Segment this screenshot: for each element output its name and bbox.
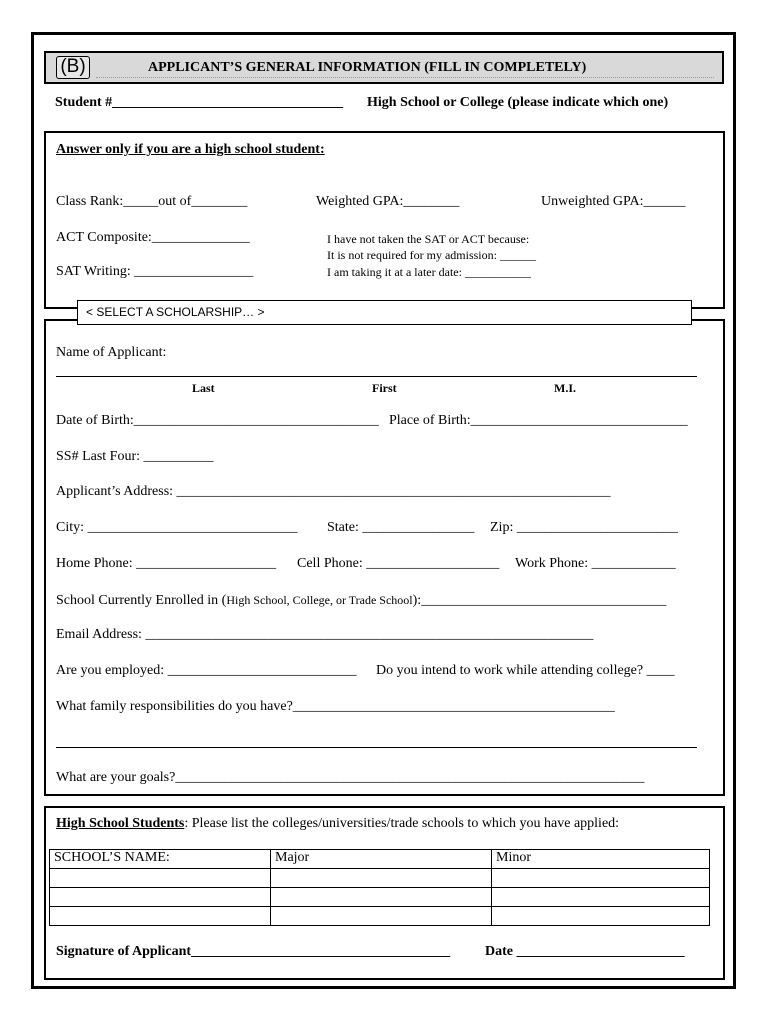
scholarship-select[interactable]: < SELECT A SCHOLARSHIP… > bbox=[77, 300, 692, 325]
school-enrolled-field[interactable]: School Currently Enrolled in (High School, College, or Trade School):___________________________________ bbox=[56, 593, 667, 608]
email-field[interactable]: Email Address: ________________________________________________________________ bbox=[56, 627, 594, 642]
school-name-cell[interactable] bbox=[50, 888, 271, 907]
col-major-header: Major bbox=[271, 850, 492, 869]
section-title: APPLICANT’S GENERAL INFORMATION (FILL IN COMPLETELY) bbox=[148, 60, 587, 75]
hs-heading: Answer only if you are a high school student: bbox=[56, 142, 325, 157]
section-header bbox=[44, 51, 724, 84]
employed-field[interactable]: Are you employed: ___________________________ bbox=[56, 663, 357, 678]
unweighted-gpa-field[interactable]: Unweighted GPA:______ bbox=[541, 194, 686, 209]
table-row bbox=[50, 888, 710, 907]
applicant-name-label: Name of Applicant: bbox=[56, 345, 167, 360]
last-name-label: Last bbox=[192, 381, 215, 395]
not-taken-line-2[interactable]: It is not required for my admission: ______ bbox=[327, 248, 536, 262]
not-taken-line-3[interactable]: I am taking it at a later date: ___________ bbox=[327, 265, 531, 279]
table-header-row bbox=[50, 850, 710, 869]
address-field[interactable]: Applicant’s Address: ______________________________________________________________ bbox=[56, 484, 611, 499]
col-minor-header: Minor bbox=[492, 850, 710, 869]
middle-initial-label: M.I. bbox=[554, 381, 576, 395]
signature-field[interactable]: Signature of Applicant_____________________________________ bbox=[56, 944, 451, 959]
work-college-field[interactable]: Do you intend to work while attending college? ____ bbox=[376, 663, 675, 678]
school-name-cell[interactable] bbox=[50, 869, 271, 888]
not-taken-line-1: I have not taken the SAT or ACT because: bbox=[327, 232, 530, 246]
class-rank-field[interactable]: Class Rank:_____out of________ bbox=[56, 194, 248, 209]
colleges-table bbox=[49, 849, 710, 926]
major-cell[interactable] bbox=[271, 888, 492, 907]
applicant-name-line[interactable] bbox=[56, 376, 697, 377]
colleges-heading: High School Students: Please list the colleges/universities/trade schools to which you have applied: bbox=[56, 816, 620, 831]
act-composite-field[interactable]: ACT Composite:______________ bbox=[56, 230, 250, 245]
first-name-label: First bbox=[372, 381, 397, 395]
family-responsibilities-line-2[interactable] bbox=[56, 747, 697, 748]
minor-cell[interactable] bbox=[492, 907, 710, 926]
major-cell[interactable] bbox=[271, 907, 492, 926]
date-of-birth-field[interactable]: Date of Birth:___________________________________ bbox=[56, 413, 379, 428]
ssn-last-four-field[interactable]: SS# Last Four: __________ bbox=[56, 449, 214, 464]
col-school-header: SCHOOL’S NAME: bbox=[50, 850, 271, 869]
date-field[interactable]: Date ________________________ bbox=[485, 944, 685, 959]
student-number-field[interactable]: Student #_________________________________ bbox=[55, 95, 344, 110]
cell-phone-field[interactable]: Cell Phone: ___________________ bbox=[297, 556, 500, 571]
family-responsibilities-field[interactable]: What family responsibilities do you have?______________________________________________ bbox=[56, 699, 615, 714]
sat-writing-field[interactable]: SAT Writing: _________________ bbox=[56, 264, 254, 279]
minor-cell[interactable] bbox=[492, 888, 710, 907]
table-row bbox=[50, 869, 710, 888]
work-phone-field[interactable]: Work Phone: ____________ bbox=[515, 556, 676, 571]
home-phone-field[interactable]: Home Phone: ____________________ bbox=[56, 556, 277, 571]
school-type-label: High School or College (please indicate which one) bbox=[367, 95, 669, 110]
place-of-birth-field[interactable]: Place of Birth:_______________________________ bbox=[389, 413, 688, 428]
city-field[interactable]: City: ______________________________ bbox=[56, 520, 298, 535]
school-name-cell[interactable] bbox=[50, 907, 271, 926]
weighted-gpa-field[interactable]: Weighted GPA:________ bbox=[316, 194, 460, 209]
section-letter: (B) bbox=[56, 56, 90, 79]
minor-cell[interactable] bbox=[492, 869, 710, 888]
table-row bbox=[50, 907, 710, 926]
zip-field[interactable]: Zip: _______________________ bbox=[490, 520, 678, 535]
goals-field[interactable]: What are your goals?___________________________________________________________________ bbox=[56, 770, 645, 785]
state-field[interactable]: State: ________________ bbox=[327, 520, 475, 535]
major-cell[interactable] bbox=[271, 869, 492, 888]
